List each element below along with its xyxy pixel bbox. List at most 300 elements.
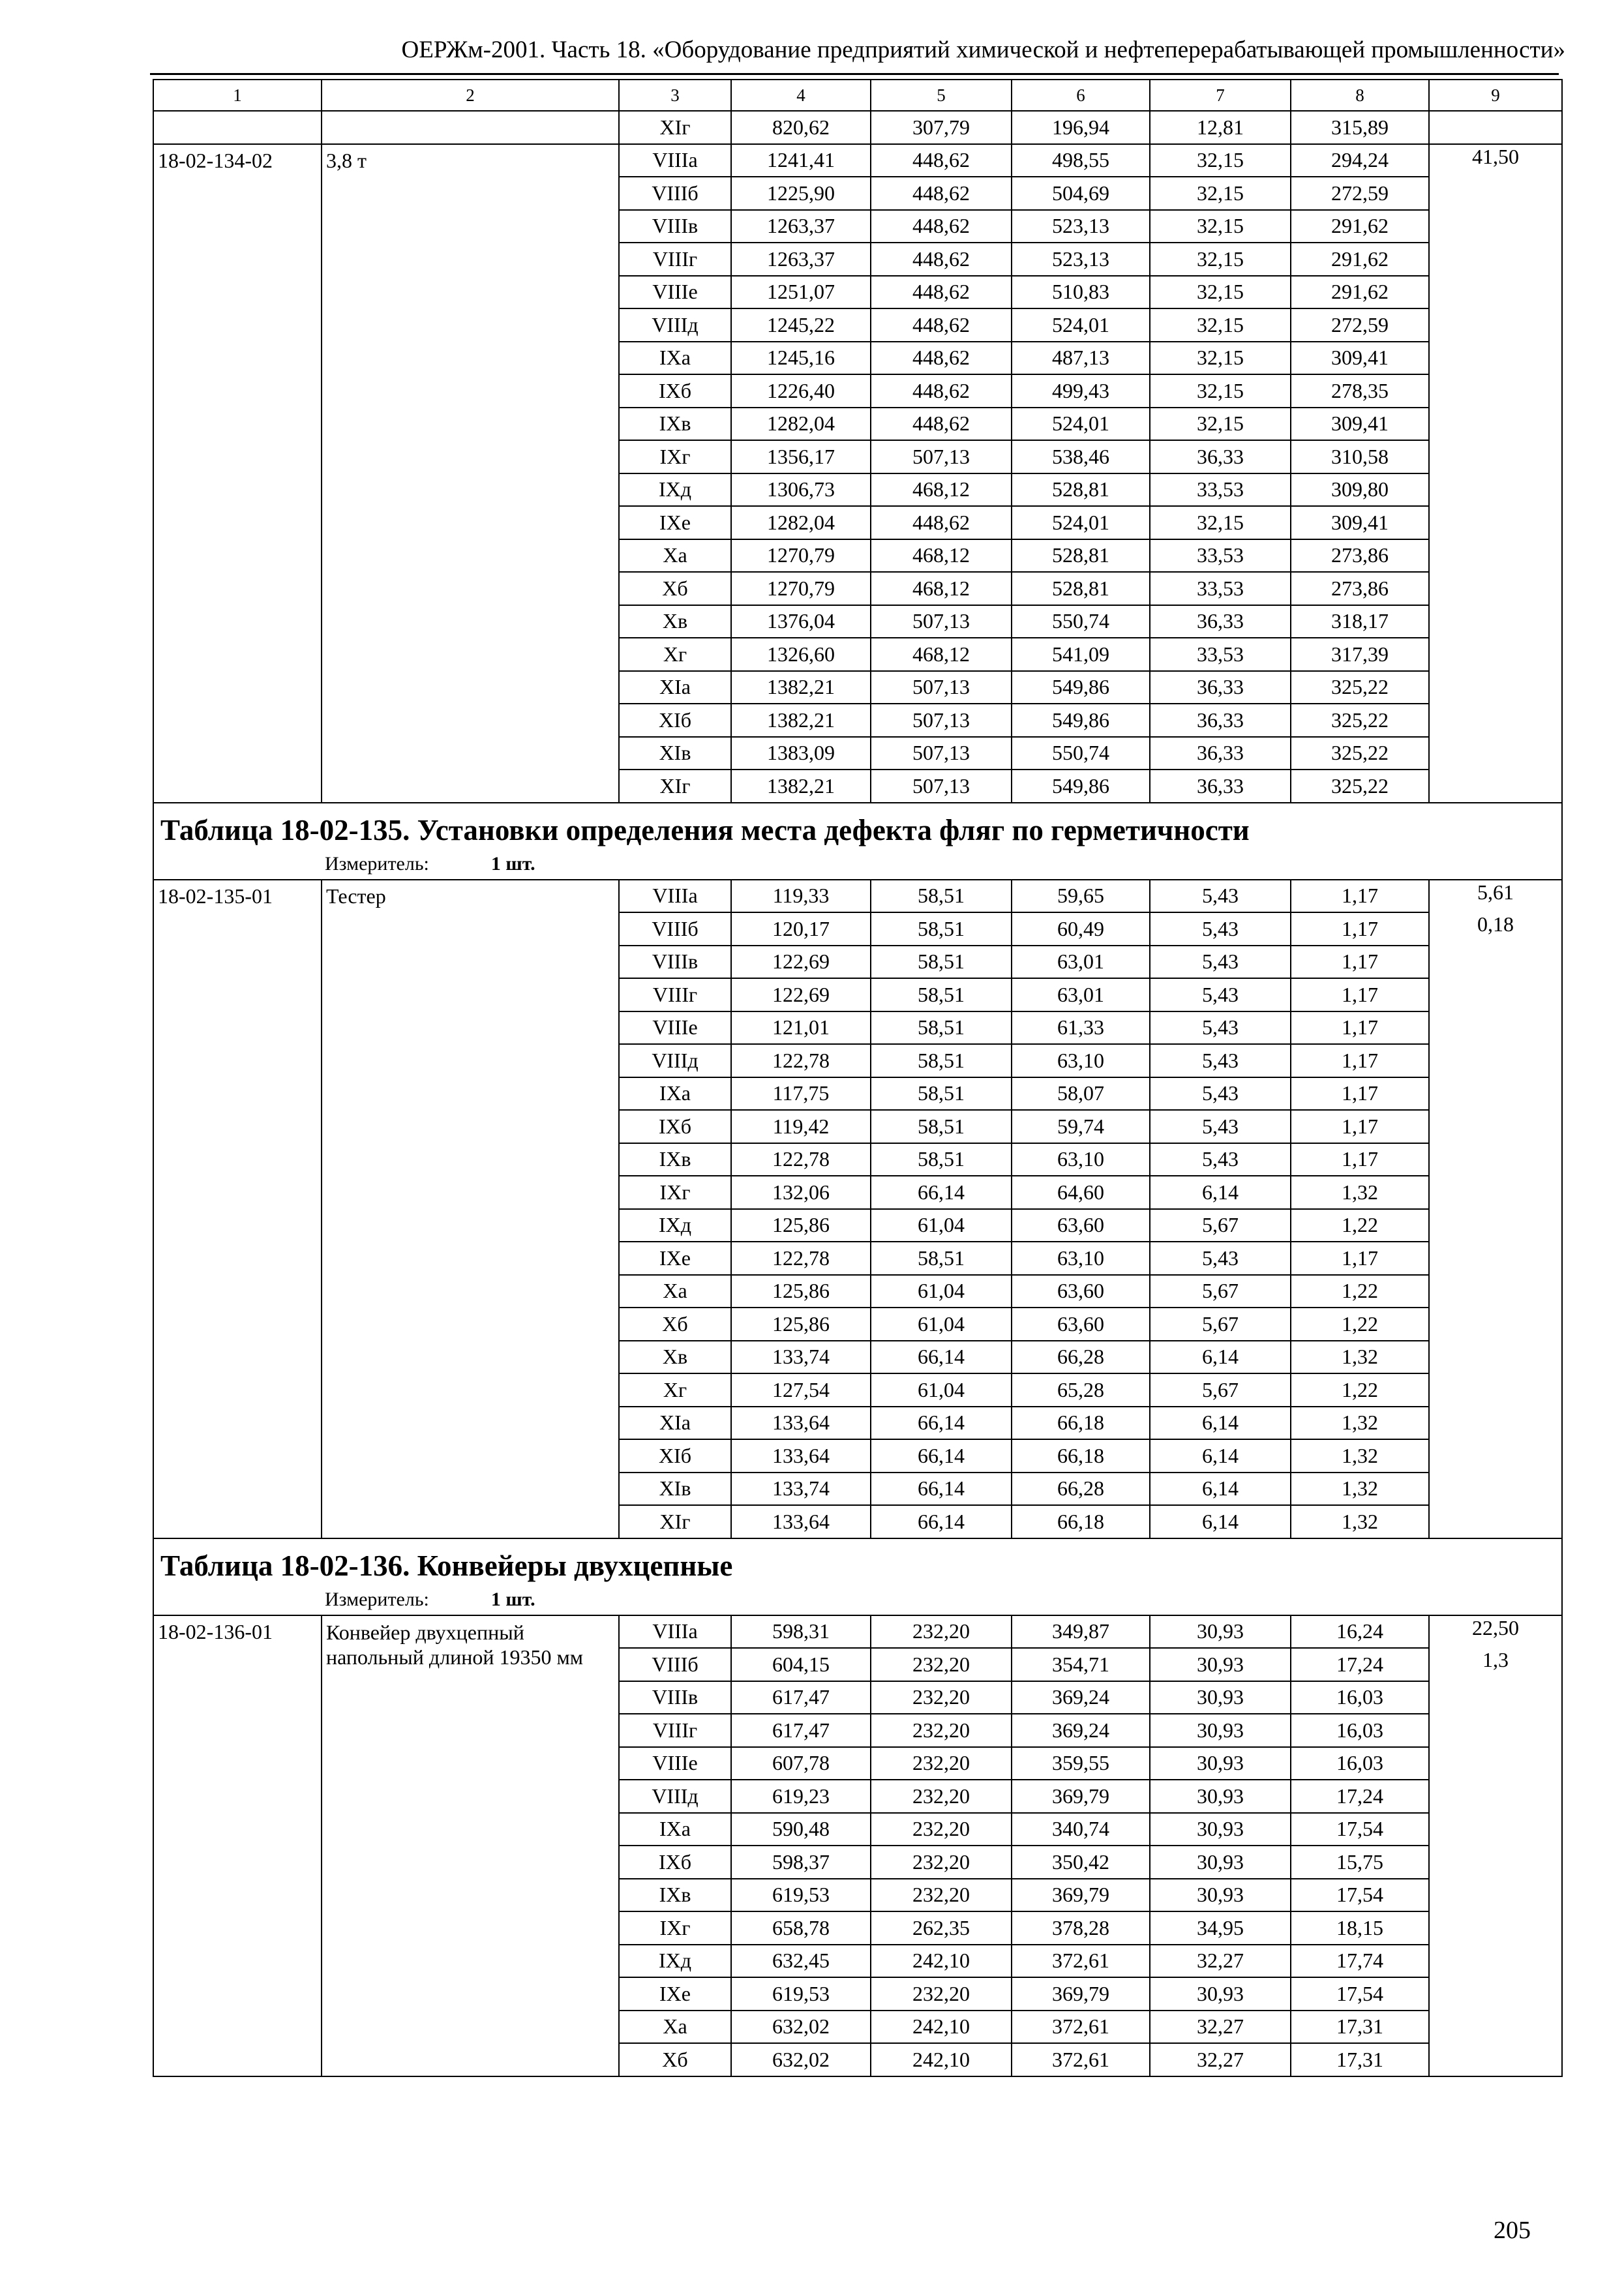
value-cell: 354,71 <box>1012 1648 1150 1681</box>
table-row <box>153 539 1562 573</box>
table-row <box>153 1977 1562 2011</box>
value-cell: 309,41 <box>1291 342 1429 375</box>
extra-value: 22,50 <box>1429 1615 1562 1649</box>
unit-value: 1 шт. <box>490 853 535 875</box>
rate-code <box>153 243 322 276</box>
extra-value <box>1429 770 1562 803</box>
table-row <box>153 1242 1562 1275</box>
resource-name <box>322 1473 619 1506</box>
zone-cell: Xв <box>619 605 731 638</box>
value-cell: 1,22 <box>1291 1275 1429 1308</box>
rate-code <box>153 1407 322 1440</box>
value-cell: 468,12 <box>871 572 1012 605</box>
unit-row <box>153 1585 1562 1615</box>
extra-value <box>1429 1714 1562 1747</box>
resource-name <box>322 1879 619 1912</box>
value-cell: 61,04 <box>871 1373 1012 1407</box>
zone-cell: VIIIв <box>619 1681 731 1714</box>
value-cell: 122,69 <box>731 978 871 1011</box>
table-row <box>153 1209 1562 1242</box>
value-cell: 17,54 <box>1291 1813 1429 1846</box>
value-cell: 658,78 <box>731 1911 871 1945</box>
extra-value <box>1429 408 1562 441</box>
value-cell: 524,01 <box>1012 308 1150 342</box>
table-row <box>153 880 1562 913</box>
value-cell: 1,32 <box>1291 1341 1429 1374</box>
zone-cell: IXб <box>619 1846 731 1879</box>
value-cell: 5,43 <box>1150 1077 1291 1111</box>
value-cell: 604,15 <box>731 1648 871 1681</box>
value-cell: 32,27 <box>1150 2043 1291 2076</box>
table-row <box>153 308 1562 342</box>
zone-cell: XIг <box>619 1505 731 1538</box>
value-cell: 291,62 <box>1291 243 1429 276</box>
value-cell: 598,37 <box>731 1846 871 1879</box>
zone-cell: VIIIа <box>619 1615 731 1649</box>
table-row <box>153 1681 1562 1714</box>
zone-cell: IXб <box>619 1110 731 1143</box>
resource-name <box>322 1110 619 1143</box>
value-cell: 122,78 <box>731 1143 871 1176</box>
resource-name <box>322 671 619 704</box>
header-rule <box>150 73 1559 75</box>
rate-code <box>153 912 322 946</box>
value-cell: 61,04 <box>871 1209 1012 1242</box>
extra-value <box>1429 1242 1562 1275</box>
table-title: Таблица 18-02-135. Установки определения места дефекта фляг по герметичности <box>153 803 1562 850</box>
zone-cell: XIг <box>619 111 731 144</box>
resource-name <box>322 2011 619 2044</box>
resource-name <box>322 1308 619 1341</box>
rate-code <box>153 1505 322 1538</box>
zone-cell: IXг <box>619 1176 731 1209</box>
rate-code <box>153 210 322 243</box>
value-cell: 325,22 <box>1291 770 1429 803</box>
value-cell: 5,43 <box>1150 912 1291 946</box>
zone-cell: Xв <box>619 1341 731 1374</box>
value-cell: 122,78 <box>731 1242 871 1275</box>
value-cell: 272,59 <box>1291 177 1429 210</box>
value-cell: 1263,37 <box>731 243 871 276</box>
extra-value <box>1429 978 1562 1011</box>
value-cell: 127,54 <box>731 1373 871 1407</box>
value-cell: 242,10 <box>871 2043 1012 2076</box>
value-cell: 325,22 <box>1291 704 1429 737</box>
rate-code: 18-02-134-02 <box>153 144 322 177</box>
extra-value <box>1429 1747 1562 1780</box>
resource-name <box>322 737 619 770</box>
value-cell: 242,10 <box>871 1945 1012 1978</box>
table-title-row <box>153 803 1562 850</box>
value-cell: 5,43 <box>1150 946 1291 979</box>
resource-name <box>322 1911 619 1945</box>
column-number: 4 <box>731 80 871 111</box>
zone-cell: Xб <box>619 1308 731 1341</box>
zone-cell: Xа <box>619 539 731 573</box>
table-row <box>153 1813 1562 1846</box>
value-cell: 1,17 <box>1291 1077 1429 1111</box>
zone-cell: VIIIд <box>619 308 731 342</box>
rate-code <box>153 978 322 1011</box>
value-cell: 1,32 <box>1291 1407 1429 1440</box>
rate-code <box>153 1780 322 1813</box>
zone-cell: VIIIб <box>619 177 731 210</box>
value-cell: 6,14 <box>1150 1176 1291 1209</box>
value-cell: 58,51 <box>871 946 1012 979</box>
value-cell: 30,93 <box>1150 1681 1291 1714</box>
value-cell: 5,67 <box>1150 1209 1291 1242</box>
value-cell: 369,79 <box>1012 1780 1150 1813</box>
extra-value <box>1429 374 1562 408</box>
value-cell: 6,14 <box>1150 1407 1291 1440</box>
value-cell: 61,33 <box>1012 1011 1150 1045</box>
extra-value <box>1429 1439 1562 1473</box>
rate-code <box>153 111 322 144</box>
value-cell: 58,51 <box>871 912 1012 946</box>
value-cell: 63,10 <box>1012 1143 1150 1176</box>
resource-name <box>322 473 619 507</box>
table-row <box>153 1373 1562 1407</box>
table-row <box>153 473 1562 507</box>
table-row <box>153 374 1562 408</box>
value-cell: 632,02 <box>731 2043 871 2076</box>
value-cell: 510,83 <box>1012 276 1150 309</box>
extra-value <box>1429 671 1562 704</box>
extra-value <box>1429 638 1562 671</box>
value-cell: 1241,41 <box>731 144 871 177</box>
value-cell: 122,78 <box>731 1044 871 1077</box>
table-row <box>153 2043 1562 2076</box>
zone-cell: XIб <box>619 1439 731 1473</box>
table-row <box>153 2011 1562 2044</box>
value-cell: 30,93 <box>1150 1977 1291 2011</box>
value-cell: 291,62 <box>1291 276 1429 309</box>
rate-code <box>153 374 322 408</box>
value-cell: 5,43 <box>1150 1143 1291 1176</box>
value-cell: 232,20 <box>871 1879 1012 1912</box>
extra-value <box>1429 1846 1562 1879</box>
extra-value <box>1429 440 1562 473</box>
value-cell: 65,28 <box>1012 1373 1150 1407</box>
value-cell: 32,15 <box>1150 243 1291 276</box>
value-cell: 448,62 <box>871 308 1012 342</box>
value-cell: 66,18 <box>1012 1505 1150 1538</box>
value-cell: 5,67 <box>1150 1373 1291 1407</box>
value-cell: 325,22 <box>1291 737 1429 770</box>
value-cell: 58,51 <box>871 978 1012 1011</box>
value-cell: 1245,22 <box>731 308 871 342</box>
rate-code <box>153 1209 322 1242</box>
extra-value <box>1429 2011 1562 2044</box>
table-row <box>153 1780 1562 1813</box>
resource-name <box>322 243 619 276</box>
table-row <box>153 506 1562 539</box>
extra-value <box>1429 1011 1562 1045</box>
value-cell: 6,14 <box>1150 1439 1291 1473</box>
value-cell: 33,53 <box>1150 539 1291 573</box>
rate-code <box>153 1648 322 1681</box>
value-cell: 6,14 <box>1150 1341 1291 1374</box>
rate-code <box>153 1977 322 2011</box>
value-cell: 523,13 <box>1012 210 1150 243</box>
value-cell: 549,86 <box>1012 770 1150 803</box>
table-row <box>153 177 1562 210</box>
value-cell: 5,43 <box>1150 1110 1291 1143</box>
value-cell: 1282,04 <box>731 506 871 539</box>
zone-cell: IXб <box>619 374 731 408</box>
value-cell: 16,03 <box>1291 1714 1429 1747</box>
value-cell: 1251,07 <box>731 276 871 309</box>
zone-cell: VIIIв <box>619 210 731 243</box>
value-cell: 448,62 <box>871 506 1012 539</box>
value-cell: 63,01 <box>1012 946 1150 979</box>
value-cell: 61,04 <box>871 1308 1012 1341</box>
rate-code <box>153 1308 322 1341</box>
resource-name <box>322 946 619 979</box>
value-cell: 1,32 <box>1291 1505 1429 1538</box>
value-cell: 58,51 <box>871 1011 1012 1045</box>
rate-code <box>153 770 322 803</box>
value-cell: 448,62 <box>871 342 1012 375</box>
table-row <box>153 243 1562 276</box>
extra-value <box>1429 946 1562 979</box>
value-cell: 58,51 <box>871 1110 1012 1143</box>
value-cell: 340,74 <box>1012 1813 1150 1846</box>
table-row <box>153 946 1562 979</box>
value-cell: 294,24 <box>1291 144 1429 177</box>
value-cell: 16,24 <box>1291 1615 1429 1649</box>
value-cell: 232,20 <box>871 1977 1012 2011</box>
value-cell: 63,10 <box>1012 1242 1150 1275</box>
value-cell: 36,33 <box>1150 704 1291 737</box>
value-cell: 5,43 <box>1150 1242 1291 1275</box>
table-row <box>153 1407 1562 1440</box>
value-cell: 32,15 <box>1150 210 1291 243</box>
value-cell: 17,31 <box>1291 2011 1429 2044</box>
value-cell: 32,15 <box>1150 308 1291 342</box>
value-cell: 5,43 <box>1150 880 1291 913</box>
value-cell: 617,47 <box>731 1681 871 1714</box>
rate-code <box>153 2011 322 2044</box>
value-cell: 528,81 <box>1012 539 1150 573</box>
value-cell: 66,14 <box>871 1407 1012 1440</box>
column-number: 1 <box>153 80 322 111</box>
zone-cell: IXв <box>619 408 731 441</box>
value-cell: 448,62 <box>871 243 1012 276</box>
value-cell: 617,47 <box>731 1714 871 1747</box>
table-row <box>153 1505 1562 1538</box>
value-cell: 524,01 <box>1012 506 1150 539</box>
table-title-row <box>153 1538 1562 1585</box>
value-cell: 125,86 <box>731 1209 871 1242</box>
value-cell: 507,13 <box>871 440 1012 473</box>
value-cell: 30,93 <box>1150 1747 1291 1780</box>
value-cell: 121,01 <box>731 1011 871 1045</box>
value-cell: 30,93 <box>1150 1846 1291 1879</box>
value-cell: 528,81 <box>1012 572 1150 605</box>
value-cell: 273,86 <box>1291 572 1429 605</box>
extra-value <box>1429 342 1562 375</box>
value-cell: 468,12 <box>871 473 1012 507</box>
rate-code <box>153 177 322 210</box>
rate-code <box>153 1681 322 1714</box>
value-cell: 1,22 <box>1291 1308 1429 1341</box>
value-cell: 549,86 <box>1012 704 1150 737</box>
value-cell: 66,28 <box>1012 1473 1150 1506</box>
value-cell: 33,53 <box>1150 473 1291 507</box>
value-cell: 66,18 <box>1012 1439 1150 1473</box>
value-cell: 36,33 <box>1150 770 1291 803</box>
value-cell: 232,20 <box>871 1681 1012 1714</box>
value-cell: 291,62 <box>1291 210 1429 243</box>
resource-name <box>322 506 619 539</box>
value-cell: 133,64 <box>731 1407 871 1440</box>
table-row <box>153 1473 1562 1506</box>
value-cell: 63,60 <box>1012 1209 1150 1242</box>
rate-code: 18-02-136-01 <box>153 1615 322 1649</box>
extra-value <box>1429 210 1562 243</box>
resource-name-text: Конвейер двухцепный напольный длиной 19350 мм <box>326 1620 584 1669</box>
value-cell: 1,17 <box>1291 946 1429 979</box>
resource-name <box>322 1011 619 1045</box>
rate-code <box>153 946 322 979</box>
value-cell: 504,69 <box>1012 177 1150 210</box>
column-number: 7 <box>1150 80 1291 111</box>
extra-value: 5,61 <box>1429 880 1562 913</box>
rate-code <box>153 572 322 605</box>
resource-name <box>322 408 619 441</box>
resource-name <box>322 770 619 803</box>
value-cell: 58,51 <box>871 1242 1012 1275</box>
value-cell: 619,23 <box>731 1780 871 1813</box>
rate-code <box>153 506 322 539</box>
zone-cell: VIIIг <box>619 1714 731 1747</box>
extra-value <box>1429 539 1562 573</box>
value-cell: 33,53 <box>1150 572 1291 605</box>
value-cell: 309,41 <box>1291 408 1429 441</box>
column-number: 6 <box>1012 80 1150 111</box>
value-cell: 17,54 <box>1291 1977 1429 2011</box>
rate-code <box>153 1879 322 1912</box>
zone-cell: XIа <box>619 671 731 704</box>
table-title: Таблица 18-02-136. Конвейеры двухцепные <box>153 1538 1562 1585</box>
value-cell: 119,33 <box>731 880 871 913</box>
resource-name <box>322 704 619 737</box>
rate-code <box>153 1275 322 1308</box>
extra-value <box>1429 1044 1562 1077</box>
value-cell: 132,06 <box>731 1176 871 1209</box>
zone-cell: IXа <box>619 342 731 375</box>
zone-cell: XIв <box>619 1473 731 1506</box>
extra-value <box>1429 1407 1562 1440</box>
extra-value: 1,3 <box>1429 1648 1562 1681</box>
rate-code <box>153 1341 322 1374</box>
table-row <box>153 1747 1562 1780</box>
table-row <box>153 440 1562 473</box>
extra-value <box>1429 1911 1562 1945</box>
rate-code <box>153 704 322 737</box>
rate-code <box>153 408 322 441</box>
resource-name <box>322 177 619 210</box>
value-cell: 17,74 <box>1291 1945 1429 1978</box>
column-number: 3 <box>619 80 731 111</box>
resource-name <box>322 308 619 342</box>
value-cell: 1,22 <box>1291 1209 1429 1242</box>
value-cell: 309,80 <box>1291 473 1429 507</box>
value-cell: 59,65 <box>1012 880 1150 913</box>
value-cell: 5,67 <box>1150 1308 1291 1341</box>
extra-value <box>1429 177 1562 210</box>
value-cell: 18,15 <box>1291 1911 1429 1945</box>
value-cell: 66,18 <box>1012 1407 1150 1440</box>
value-cell: 61,04 <box>871 1275 1012 1308</box>
value-cell: 448,62 <box>871 177 1012 210</box>
resource-name: 3,8 т <box>322 144 619 177</box>
resource-name <box>322 1615 619 1669</box>
value-cell: 133,74 <box>731 1473 871 1506</box>
resource-name <box>322 1209 619 1242</box>
value-cell: 1263,37 <box>731 210 871 243</box>
column-number: 5 <box>871 80 1012 111</box>
value-cell: 17,24 <box>1291 1648 1429 1681</box>
extra-value <box>1429 1879 1562 1912</box>
column-number: 9 <box>1429 80 1562 111</box>
value-cell: 262,35 <box>871 1911 1012 1945</box>
unit-value: 1 шт. <box>490 1589 535 1610</box>
resource-name <box>322 1341 619 1374</box>
value-cell: 30,93 <box>1150 1813 1291 1846</box>
extra-value: 41,50 <box>1429 144 1562 177</box>
value-cell: 196,94 <box>1012 111 1150 144</box>
value-cell: 117,75 <box>731 1077 871 1111</box>
resource-name <box>322 1373 619 1407</box>
value-cell: 310,58 <box>1291 440 1429 473</box>
extra-value <box>1429 1308 1562 1341</box>
value-cell: 307,79 <box>871 111 1012 144</box>
value-cell: 63,60 <box>1012 1308 1150 1341</box>
page-number: 205 <box>1494 2217 1531 2244</box>
value-cell: 122,69 <box>731 946 871 979</box>
resource-name <box>322 1945 619 1978</box>
value-cell: 1306,73 <box>731 473 871 507</box>
resource-name <box>322 1176 619 1209</box>
unit-label: Измеритель: <box>325 1589 429 1610</box>
table-row <box>153 342 1562 375</box>
rate-code <box>153 1110 322 1143</box>
value-cell: 318,17 <box>1291 605 1429 638</box>
value-cell: 1,17 <box>1291 1110 1429 1143</box>
rate-code <box>153 1176 322 1209</box>
value-cell: 448,62 <box>871 276 1012 309</box>
value-cell: 34,95 <box>1150 1911 1291 1945</box>
zone-cell: IXд <box>619 1209 731 1242</box>
value-cell: 507,13 <box>871 770 1012 803</box>
table-row <box>153 276 1562 309</box>
extra-value <box>1429 1209 1562 1242</box>
value-cell: 507,13 <box>871 605 1012 638</box>
value-cell: 507,13 <box>871 737 1012 770</box>
unit-label: Измеритель: <box>325 853 429 875</box>
zone-cell: IXв <box>619 1879 731 1912</box>
value-cell: 359,55 <box>1012 1747 1150 1780</box>
resource-name <box>322 1505 619 1538</box>
value-cell: 36,33 <box>1150 440 1291 473</box>
extra-value <box>1429 1110 1562 1143</box>
value-cell: 232,20 <box>871 1747 1012 1780</box>
zone-cell: VIIIб <box>619 912 731 946</box>
value-cell: 232,20 <box>871 1813 1012 1846</box>
value-cell: 232,20 <box>871 1846 1012 1879</box>
